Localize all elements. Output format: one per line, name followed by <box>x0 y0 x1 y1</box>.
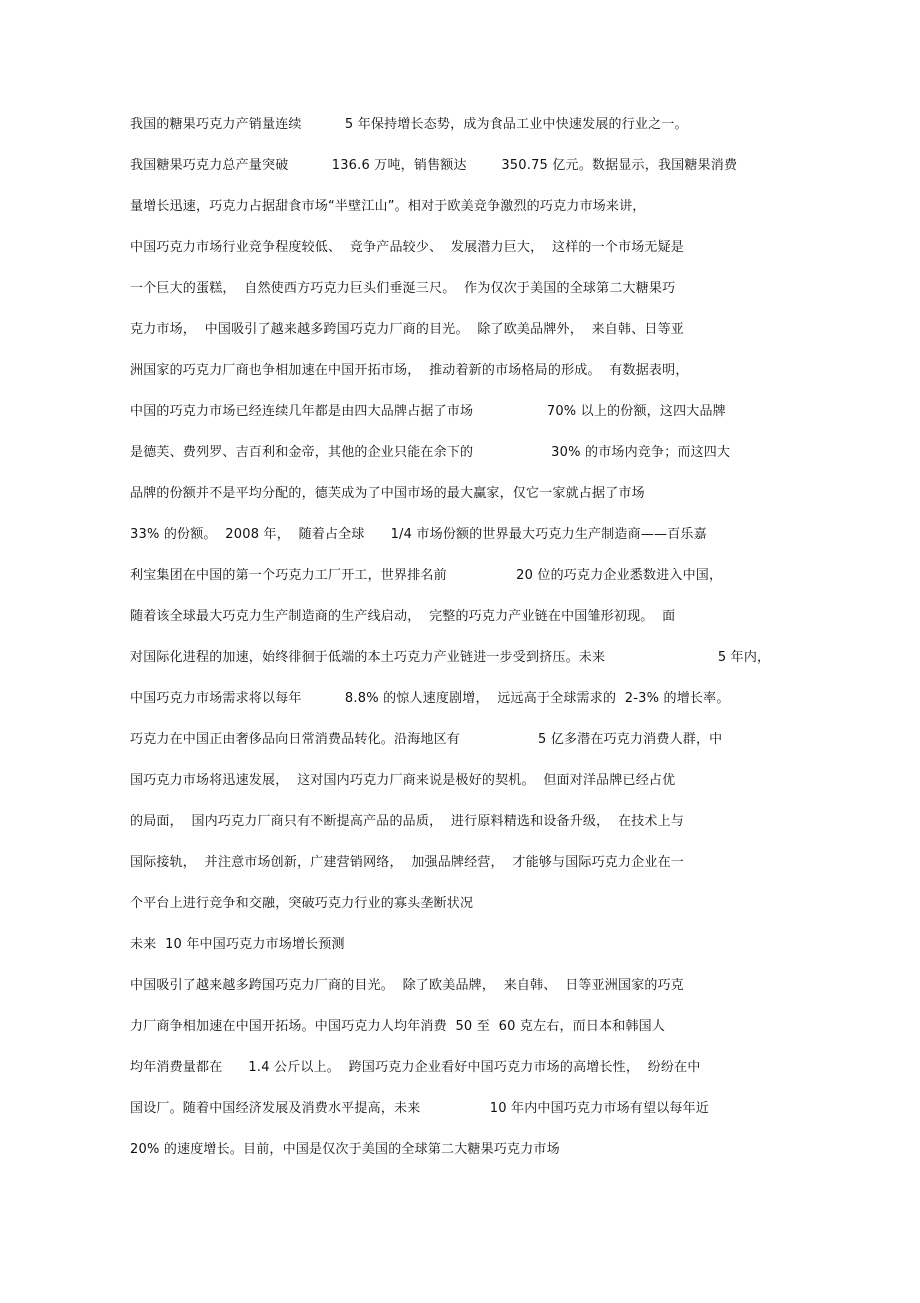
text-line: 中国的巧克力市场已经连续几年都是由四大品牌占据了市场 70% 以上的份额，这四大品牌 <box>130 404 726 419</box>
text-line: 中国巧克力市场行业竞争程度较低、 竞争产品较少、 发展潜力巨大， 这样的一个市场无疑是 <box>130 240 684 255</box>
text-line: 利宝集团在中国的第一个巧克力工厂开工，世界排名前 20 位的巧克力企业悉数进入中国， <box>130 568 723 583</box>
text-line: 个平台上进行竞争和交融，突破巧克力行业的寡头垄断状况 <box>130 896 474 911</box>
text-line: 中国吸引了越来越多跨国巧克力厂商的目光。 除了欧美品牌， 来自韩、 日等亚洲国家的巧克 <box>130 978 684 993</box>
text-line: 国巧克力市场将迅速发展， 这对国内巧克力厂商来说是极好的契机。 但面对洋品牌已经占优 <box>130 773 676 788</box>
text-line: 力厂商争相加速在中国开拓场。中国巧克力人均年消费 50 至 60 克左右，而日本和韩国人 <box>130 1019 666 1034</box>
text-line: 国际接轨， 并注意市场创新，广建营销网络， 加强品牌经营， 才能够与国际巧克力企业在一 <box>130 855 684 870</box>
text-line: 是德芙、费列罗、吉百利和金帝，其他的企业只能在余下的 30% 的市场内竞争；而这四大 <box>130 445 731 460</box>
text-line: 随着该全球最大巧克力生产制造商的生产线启动， 完整的巧克力产业链在中国雏形初现。 面 <box>130 609 676 624</box>
text-line: 洲国家的巧克力厂商也争相加速在中国开拓市场， 推动着新的市场格局的形成。 有数据表明， <box>130 363 689 378</box>
text-line: 国设厂。随着中国经济发展及消费水平提高，未来 10 年内中国巧克力市场有望以每年近 <box>130 1101 709 1116</box>
section-heading: 未来 10 年中国巧克力市场增长预测 <box>130 937 345 952</box>
text-line: 我国的糖果巧克力产销量连续 5 年保持增长态势，成为食品工业中快速发展的行业之一。 <box>130 117 688 132</box>
text-line: 的局面， 国内巧克力厂商只有不断提高产品的品质， 进行原料精选和设备升级， 在技术上与 <box>130 814 684 829</box>
text-line: 一个巨大的蛋糕， 自然使西方巧克力巨头们垂涎三尺。 作为仅次于美国的全球第二大糖果巧 <box>130 281 676 296</box>
text-line: 克力市场， 中国吸引了越来越多跨国巧克力厂商的目光。 除了欧美品牌外， 来自韩、日等亚 <box>130 322 684 337</box>
text-line: 均年消费量都在 1.4 公斤以上。 跨国巧克力企业看好中国巧克力市场的高增长性， 纷纷在中 <box>130 1060 701 1075</box>
text-line: 对国际化进程的加速，始终徘徊于低端的本土巧克力产业链进一步受到挤压。未来 5 年内， <box>130 650 771 665</box>
text-line: 中国巧克力市场需求将以每年 8.8% 的惊人速度剧增， 远远高于全球需求的 2-3% 的增长率。 <box>130 691 730 706</box>
text-line: 20% 的速度增长。目前，中国是仅次于美国的全球第二大糖果巧克力市场 <box>130 1142 560 1157</box>
text-line: 量增长迅速，巧克力占据甜食市场“半壁江山”。相对于欧美竞争激烈的巧克力市场来讲， <box>130 199 646 214</box>
text-line: 我国糖果巧克力总产量突破 136.6 万吨，销售额达 350.75 亿元。数据显示，我国糖果消费 <box>130 158 738 173</box>
text-line: 33% 的份额。 2008 年， 随着占全球 1/4 市场份额的世界最大巧克力生产制造商——百乐嘉 <box>130 527 707 542</box>
text-line: 巧克力在中国正由奢侈品向日常消费品转化。沿海地区有 5 亿多潜在巧克力消费人群，中 <box>130 732 723 747</box>
text-line: 品牌的份额并不是平均分配的，德芙成为了中国市场的最大赢家，仅它一家就占据了市场 <box>130 486 645 501</box>
